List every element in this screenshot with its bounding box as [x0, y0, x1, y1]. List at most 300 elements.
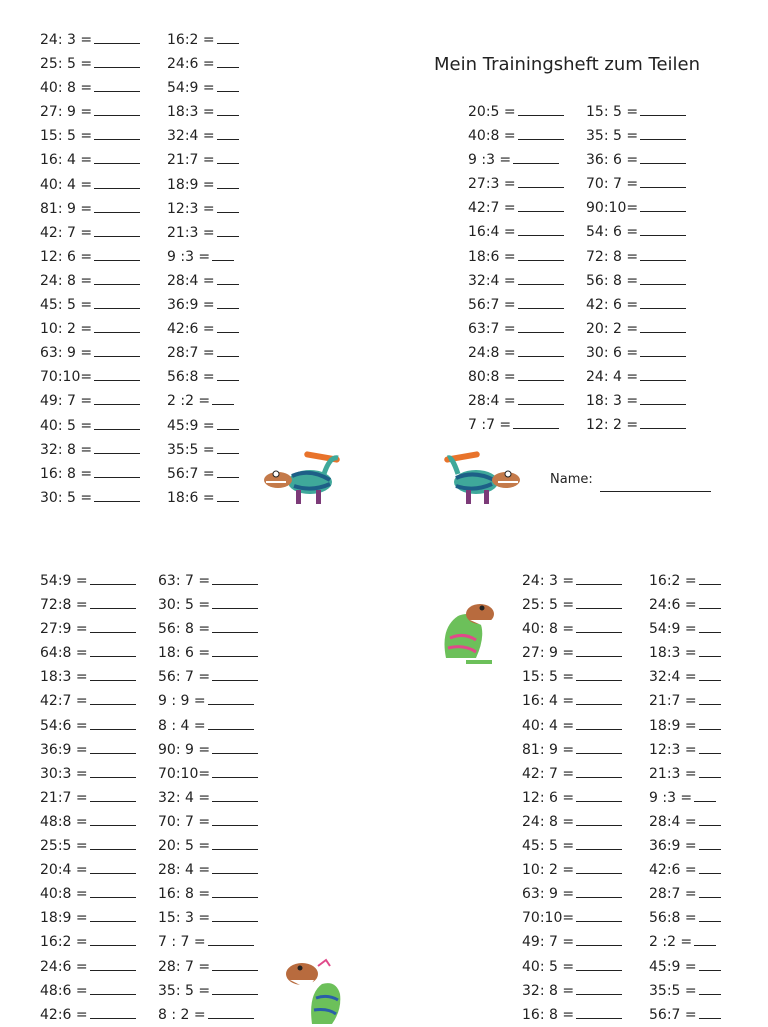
answer-blank[interactable]: [217, 365, 239, 381]
answer-blank[interactable]: [576, 906, 622, 922]
exercise-row: [158, 569, 258, 593]
division-problem: 28:4 =: [468, 393, 516, 410]
division-problem: 90:10=: [586, 200, 639, 217]
exercise-row: [40, 414, 140, 438]
exercise-row: [40, 124, 140, 148]
division-problem: 21:7 =: [167, 152, 215, 169]
division-problem: 15: 5 =: [40, 128, 93, 145]
answer-blank[interactable]: [217, 124, 239, 140]
exercise-row: [158, 786, 258, 810]
exercise-row: [40, 955, 136, 979]
division-problem: 49: 7 =: [40, 393, 93, 410]
answer-blank[interactable]: [640, 293, 686, 309]
answer-blank[interactable]: [94, 245, 140, 261]
answer-blank[interactable]: [212, 665, 258, 681]
exercise-row: [158, 955, 258, 979]
crocodile-mascot-icon: [262, 450, 344, 512]
division-problem: 42:6 =: [167, 321, 215, 338]
division-problem: 16: 4 =: [40, 152, 93, 169]
division-problem: 9 :3 =: [649, 789, 693, 806]
answer-blank[interactable]: [90, 882, 136, 898]
exercise-row: [167, 293, 239, 317]
answer-blank[interactable]: [699, 1003, 721, 1019]
answer-blank[interactable]: [94, 293, 140, 309]
division-problem: 16:2 =: [649, 573, 697, 589]
exercise-row: [649, 569, 721, 593]
division-problem: 16: 8 =: [522, 1006, 575, 1023]
answer-blank[interactable]: [94, 76, 140, 92]
answer-blank[interactable]: [212, 593, 258, 609]
division-problem: 32:4 =: [649, 669, 697, 686]
division-problem: 21:7 =: [649, 693, 697, 710]
exercise-row: [40, 438, 140, 462]
answer-blank[interactable]: [94, 124, 140, 140]
answer-blank[interactable]: [212, 786, 258, 802]
exercise-row: [40, 930, 136, 954]
answer-blank[interactable]: [640, 341, 686, 357]
exercise-row: [468, 341, 564, 365]
answer-blank[interactable]: [518, 124, 564, 140]
exercise-row: [649, 906, 721, 930]
answer-blank[interactable]: [94, 389, 140, 405]
division-problem: 63:7 =: [468, 320, 516, 337]
answer-blank[interactable]: [576, 1003, 622, 1019]
answer-blank[interactable]: [699, 906, 721, 922]
answer-blank[interactable]: [217, 197, 239, 213]
answer-blank[interactable]: [217, 52, 239, 68]
division-problem: 42:7 =: [468, 200, 516, 217]
answer-blank[interactable]: [640, 148, 686, 164]
answer-blank[interactable]: [699, 738, 721, 754]
exercise-row: [586, 341, 686, 365]
answer-blank[interactable]: [94, 438, 140, 454]
exercise-row: [522, 762, 622, 786]
division-problem: 10: 2 =: [40, 321, 93, 338]
division-problem: 32: 8 =: [40, 441, 93, 458]
exercise-row: [522, 979, 622, 1003]
division-problem: 15: 5 =: [522, 669, 575, 686]
answer-blank[interactable]: [576, 665, 622, 681]
answer-blank[interactable]: [217, 414, 239, 430]
division-problem: 25: 5 =: [40, 56, 93, 73]
answer-blank[interactable]: [518, 293, 564, 309]
answer-blank[interactable]: [518, 220, 564, 236]
division-problem: 16:2 =: [167, 32, 215, 48]
answer-blank[interactable]: [576, 689, 622, 705]
exercise-row: [40, 786, 136, 810]
answer-blank[interactable]: [699, 714, 721, 730]
exercise-row: [586, 317, 686, 341]
division-problem: 18: 6 =: [158, 645, 211, 662]
answer-blank[interactable]: [212, 762, 258, 778]
answer-blank[interactable]: [94, 269, 140, 285]
exercise-row: [586, 389, 686, 413]
division-problem: 36: 6 =: [586, 152, 639, 169]
answer-blank[interactable]: [694, 786, 716, 802]
answer-blank[interactable]: [212, 834, 258, 850]
division-problem: 56: 8 =: [586, 272, 639, 289]
exercise-row: [522, 858, 622, 882]
answer-blank[interactable]: [576, 714, 622, 730]
answer-blank[interactable]: [94, 414, 140, 430]
answer-blank[interactable]: [90, 955, 136, 971]
division-problem: 27: 9 =: [40, 104, 93, 121]
exercise-row: [522, 906, 622, 930]
crocodile-mascot-icon: [440, 450, 522, 512]
exercise-column-b1a: [40, 28, 140, 510]
answer-blank[interactable]: [94, 52, 140, 68]
answer-blank[interactable]: [518, 365, 564, 381]
answer-blank[interactable]: [90, 979, 136, 995]
answer-blank[interactable]: [640, 196, 686, 212]
answer-blank[interactable]: [208, 689, 254, 705]
division-problem: 18:9 =: [649, 717, 697, 734]
exercise-row: [40, 173, 140, 197]
exercise-row: [468, 365, 564, 389]
answer-blank[interactable]: [699, 593, 721, 609]
answer-blank[interactable]: [90, 858, 136, 874]
answer-blank[interactable]: [90, 930, 136, 946]
answer-blank[interactable]: [699, 617, 721, 633]
division-problem: 24:6 =: [649, 597, 697, 614]
division-problem: 8 : 2 =: [158, 1006, 206, 1023]
exercise-row: [649, 762, 721, 786]
answer-blank[interactable]: [640, 365, 686, 381]
exercise-row: [649, 738, 721, 762]
answer-blank[interactable]: [576, 738, 622, 754]
division-problem: 56:7 =: [468, 296, 516, 313]
answer-blank[interactable]: [94, 341, 140, 357]
division-problem: 54:9 =: [167, 80, 215, 97]
answer-blank[interactable]: [212, 882, 258, 898]
exercise-row: [158, 858, 258, 882]
answer-blank[interactable]: [208, 930, 254, 946]
answer-blank[interactable]: [212, 810, 258, 826]
division-problem: 70:10=: [158, 765, 211, 782]
division-problem: 40:8 =: [40, 886, 88, 903]
exercise-row: [40, 714, 136, 738]
answer-blank[interactable]: [212, 906, 258, 922]
exercise-row: [167, 438, 239, 462]
answer-blank[interactable]: [90, 593, 136, 609]
answer-blank[interactable]: [640, 317, 686, 333]
answer-blank[interactable]: [576, 593, 622, 609]
division-problem: 81: 9 =: [40, 200, 93, 217]
answer-blank[interactable]: [699, 689, 721, 705]
division-problem: 56:7 =: [167, 465, 215, 482]
division-problem: 30: 5 =: [158, 597, 211, 614]
division-problem: 24:6 =: [40, 958, 88, 975]
answer-blank[interactable]: [94, 100, 140, 116]
division-problem: 25: 5 =: [522, 597, 575, 614]
exercise-row: [40, 617, 136, 641]
answer-blank[interactable]: [518, 172, 564, 188]
answer-blank[interactable]: [90, 738, 136, 754]
division-problem: 12: 6 =: [522, 789, 575, 806]
exercise-row: [522, 714, 622, 738]
exercise-row: [40, 389, 140, 413]
division-problem: 56: 8 =: [158, 621, 211, 638]
exercise-row: [40, 486, 140, 510]
division-problem: 24: 8 =: [40, 272, 93, 289]
answer-blank[interactable]: [640, 413, 686, 429]
answer-blank[interactable]: [699, 641, 721, 657]
exercise-row: [40, 1003, 136, 1027]
answer-blank[interactable]: [212, 245, 234, 261]
division-problem: 45:9 =: [649, 958, 697, 975]
exercise-row: [167, 52, 239, 76]
exercise-row: [158, 593, 258, 617]
division-problem: 32:4 =: [167, 128, 215, 145]
division-problem: 72: 8 =: [586, 248, 639, 265]
answer-blank[interactable]: [94, 486, 140, 502]
answer-blank[interactable]: [90, 786, 136, 802]
division-problem: 18:3 =: [167, 104, 215, 121]
division-problem: 27: 9 =: [522, 645, 575, 662]
division-problem: 24:6 =: [167, 56, 215, 73]
answer-blank[interactable]: [90, 834, 136, 850]
exercise-row: [649, 786, 721, 810]
exercise-row: [158, 882, 258, 906]
exercise-row: [167, 28, 239, 52]
answer-blank[interactable]: [640, 245, 686, 261]
division-problem: 24: 4 =: [586, 369, 639, 386]
exercise-row: [167, 148, 239, 172]
answer-blank[interactable]: [640, 389, 686, 405]
exercise-row: [40, 738, 136, 762]
answer-blank[interactable]: [699, 665, 721, 681]
division-problem: 30: 6 =: [586, 344, 639, 361]
answer-blank[interactable]: [217, 341, 239, 357]
division-problem: 54:6 =: [40, 717, 88, 734]
answer-blank[interactable]: [576, 762, 622, 778]
answer-blank[interactable]: [699, 810, 721, 826]
exercise-row: [522, 641, 622, 665]
answer-blank[interactable]: [217, 293, 239, 309]
answer-blank[interactable]: [94, 148, 140, 164]
answer-blank[interactable]: [90, 665, 136, 681]
division-problem: 9 :3 =: [167, 248, 211, 265]
answer-blank[interactable]: [576, 979, 622, 995]
division-problem: 20:5 =: [468, 104, 516, 120]
answer-blank[interactable]: [94, 317, 140, 333]
exercise-row: [40, 810, 136, 834]
division-problem: 35:5 =: [167, 441, 215, 458]
name-label: Name:: [550, 472, 593, 487]
answer-blank[interactable]: [208, 714, 254, 730]
answer-blank[interactable]: [90, 714, 136, 730]
division-problem: 56: 7 =: [158, 669, 211, 686]
answer-blank[interactable]: [94, 221, 140, 237]
exercise-row: [586, 100, 686, 124]
division-problem: 27:3 =: [468, 176, 516, 193]
division-problem: 16: 8 =: [158, 886, 211, 903]
answer-blank[interactable]: [699, 762, 721, 778]
answer-blank[interactable]: [217, 269, 239, 285]
exercise-row: [522, 617, 622, 641]
answer-blank[interactable]: [90, 641, 136, 657]
division-problem: 32: 4 =: [158, 789, 211, 806]
answer-blank[interactable]: [513, 148, 559, 164]
answer-blank[interactable]: [90, 617, 136, 633]
division-problem: 9 :3 =: [468, 152, 512, 169]
exercise-row: [40, 834, 136, 858]
answer-blank[interactable]: [576, 786, 622, 802]
answer-blank[interactable]: [576, 569, 622, 585]
answer-blank[interactable]: [640, 220, 686, 236]
division-problem: 35: 5 =: [158, 982, 211, 999]
division-problem: 24:8 =: [468, 344, 516, 361]
division-problem: 30:3 =: [40, 765, 88, 782]
division-problem: 42: 7 =: [40, 224, 93, 241]
exercise-row: [158, 810, 258, 834]
exercise-row: [167, 221, 239, 245]
division-problem: 70:10=: [40, 369, 93, 386]
answer-blank[interactable]: [576, 858, 622, 874]
answer-blank[interactable]: [694, 930, 716, 946]
division-problem: 45:9 =: [167, 417, 215, 434]
answer-blank[interactable]: [90, 810, 136, 826]
answer-blank[interactable]: [94, 197, 140, 213]
answer-blank[interactable]: [576, 617, 622, 633]
answer-blank[interactable]: [576, 882, 622, 898]
answer-blank[interactable]: [518, 100, 564, 116]
answer-blank[interactable]: [217, 100, 239, 116]
answer-blank[interactable]: [90, 1003, 136, 1019]
division-problem: 8 : 4 =: [158, 717, 206, 734]
division-problem: 30: 5 =: [40, 489, 93, 506]
answer-blank[interactable]: [94, 365, 140, 381]
exercise-row: [158, 738, 258, 762]
answer-blank[interactable]: [212, 955, 258, 971]
answer-blank[interactable]: [217, 486, 239, 502]
answer-blank[interactable]: [576, 641, 622, 657]
answer-blank[interactable]: [640, 100, 686, 116]
answer-blank[interactable]: [699, 834, 721, 850]
division-problem: 35:5 =: [649, 982, 697, 999]
answer-blank[interactable]: [640, 124, 686, 140]
exercise-row: [158, 906, 258, 930]
exercise-row: [522, 930, 622, 954]
exercise-row: [468, 413, 564, 437]
answer-blank[interactable]: [94, 462, 140, 478]
exercise-row: [40, 882, 136, 906]
division-problem: 20: 5 =: [158, 838, 211, 855]
answer-blank[interactable]: [518, 196, 564, 212]
answer-blank[interactable]: [94, 28, 140, 44]
answer-blank[interactable]: [212, 979, 258, 995]
answer-blank[interactable]: [212, 738, 258, 754]
division-problem: 49: 7 =: [522, 934, 575, 951]
division-problem: 63: 7 =: [158, 573, 211, 589]
answer-blank[interactable]: [90, 569, 136, 585]
answer-blank[interactable]: [518, 317, 564, 333]
answer-blank[interactable]: [217, 148, 239, 164]
exercise-row: [522, 955, 622, 979]
exercise-row: [522, 738, 622, 762]
answer-blank[interactable]: [576, 810, 622, 826]
answer-blank[interactable]: [217, 76, 239, 92]
answer-blank[interactable]: [208, 1003, 254, 1019]
exercise-row: [158, 979, 258, 1003]
answer-blank[interactable]: [699, 569, 721, 585]
exercise-row: [167, 197, 239, 221]
exercise-row: [649, 665, 721, 689]
answer-blank[interactable]: [212, 617, 258, 633]
answer-blank[interactable]: [212, 389, 234, 405]
answer-blank[interactable]: [518, 341, 564, 357]
division-problem: 12:3 =: [167, 200, 215, 217]
answer-blank[interactable]: [518, 389, 564, 405]
answer-blank[interactable]: [217, 173, 239, 189]
division-problem: 64:8 =: [40, 645, 88, 662]
division-problem: 18:3 =: [649, 645, 697, 662]
exercise-row: [40, 665, 136, 689]
answer-blank[interactable]: [518, 245, 564, 261]
answer-blank[interactable]: [90, 689, 136, 705]
division-problem: 36:9 =: [167, 297, 215, 314]
name-field-line[interactable]: [600, 491, 711, 492]
exercise-row: [586, 124, 686, 148]
answer-blank[interactable]: [217, 221, 239, 237]
division-problem: 40: 5 =: [40, 417, 93, 434]
answer-blank[interactable]: [217, 438, 239, 454]
answer-blank[interactable]: [90, 906, 136, 922]
division-problem: 24: 3 =: [40, 32, 93, 48]
answer-blank[interactable]: [212, 569, 258, 585]
answer-blank[interactable]: [212, 858, 258, 874]
exercise-column-b2a: [468, 100, 564, 437]
exercise-row: [522, 834, 622, 858]
division-problem: 15: 5 =: [586, 104, 639, 120]
answer-blank[interactable]: [576, 955, 622, 971]
answer-blank[interactable]: [518, 269, 564, 285]
division-problem: 12:3 =: [649, 741, 697, 758]
exercise-row: [40, 762, 136, 786]
exercise-row: [167, 486, 239, 510]
exercise-row: [40, 52, 140, 76]
answer-blank[interactable]: [90, 762, 136, 778]
division-problem: 42:6 =: [40, 1006, 88, 1023]
answer-blank[interactable]: [699, 979, 721, 995]
division-problem: 45: 5 =: [522, 838, 575, 855]
division-problem: 28:4 =: [167, 272, 215, 289]
division-problem: 25:5 =: [40, 838, 88, 855]
answer-blank[interactable]: [217, 28, 239, 44]
exercise-row: [586, 220, 686, 244]
answer-blank[interactable]: [576, 834, 622, 850]
answer-blank[interactable]: [699, 955, 721, 971]
answer-blank[interactable]: [699, 882, 721, 898]
answer-blank[interactable]: [513, 413, 559, 429]
answer-blank[interactable]: [640, 172, 686, 188]
answer-blank[interactable]: [212, 641, 258, 657]
division-problem: 12: 6 =: [40, 248, 93, 265]
answer-blank[interactable]: [576, 930, 622, 946]
exercise-row: [522, 786, 622, 810]
answer-blank[interactable]: [217, 462, 239, 478]
answer-blank[interactable]: [94, 173, 140, 189]
exercise-row: [167, 100, 239, 124]
exercise-column-b1b: [167, 28, 239, 510]
exercise-row: [468, 269, 564, 293]
answer-blank[interactable]: [699, 858, 721, 874]
exercise-row: [167, 173, 239, 197]
answer-blank[interactable]: [217, 317, 239, 333]
answer-blank[interactable]: [640, 269, 686, 285]
division-problem: 40: 5 =: [522, 958, 575, 975]
exercise-row: [40, 221, 140, 245]
